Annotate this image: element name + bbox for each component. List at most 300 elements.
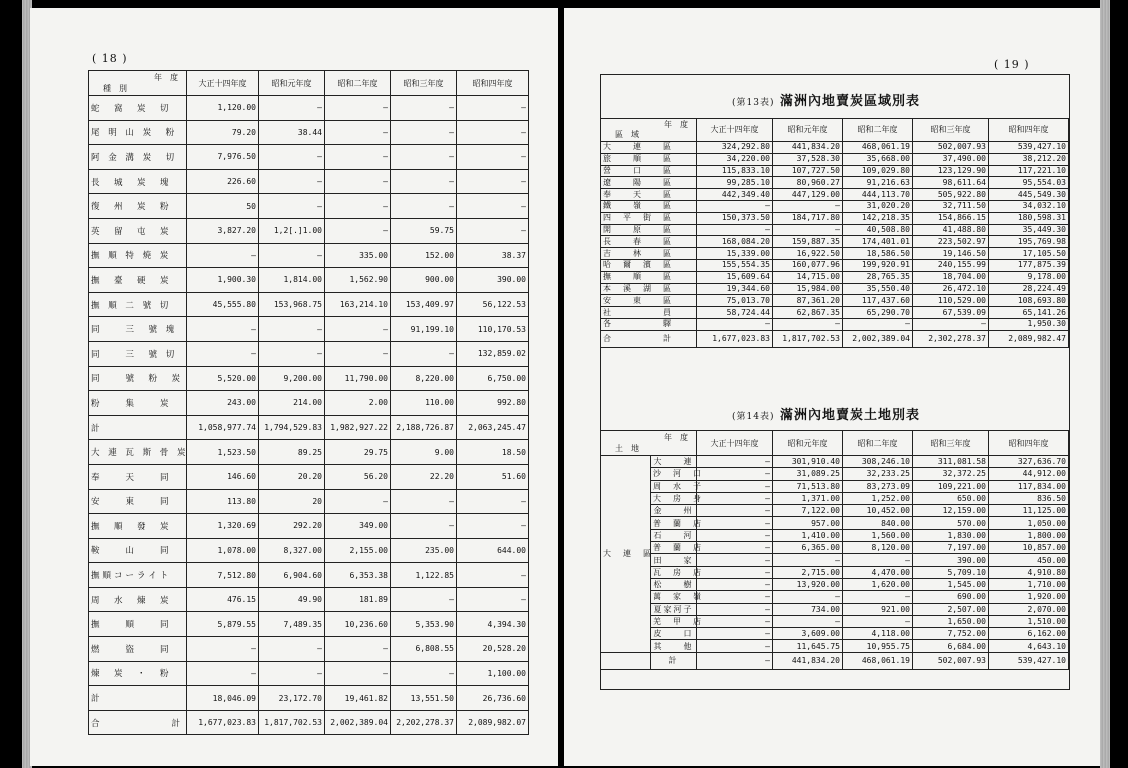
value-cell: 539,427.10 [989,142,1069,154]
row-label: 普 蘭 店 [651,517,697,529]
table-row [89,218,529,243]
value-cell: 153,968.75 [259,292,325,317]
value-cell: — [259,194,325,219]
value-cell: 44,912.00 [989,468,1069,480]
value-cell: 71,513.80 [773,480,843,492]
value-cell: 153,409.97 [391,292,457,317]
value-cell: 11,645.75 [773,640,843,652]
value-cell: 301,910.40 [773,456,843,468]
value-cell: — [391,96,457,121]
value-cell: 110.00 [391,391,457,416]
value-cell: 450.00 [989,554,1069,566]
table-row [601,591,1069,603]
value-cell: 75,013.70 [697,295,773,307]
value-cell: 1,078.00 [187,538,259,563]
value-cell: 199,920.91 [843,259,913,271]
row-label: 本 溪 湖 區 [601,283,697,295]
value-cell: 14,715.00 [773,271,843,283]
table-row [601,615,1069,627]
value-cell: — [325,489,391,514]
table-row [89,489,529,514]
value-cell: — [773,318,843,330]
value-cell: — [457,563,529,588]
value-cell: 49.90 [259,587,325,612]
value-cell: 1,800.00 [989,529,1069,541]
table-row [601,224,1069,236]
value-cell: 1,650.00 [913,615,989,627]
value-cell: 505,922.80 [913,189,989,201]
value-cell: 7,512.80 [187,563,259,588]
table-row [601,212,1069,224]
value-cell: — [259,661,325,686]
table-row [601,248,1069,260]
table-row [89,514,529,539]
table-row [601,153,1069,165]
row-label: 開 原 區 [601,224,697,236]
year-header: 昭和三年度 [391,71,457,96]
row-label: 萬 家 嶺 [651,591,697,603]
value-cell: — [259,96,325,121]
year-header: 昭和四年度 [457,71,529,96]
value-cell: 34,032.10 [989,200,1069,212]
value-cell: — [697,615,773,627]
value-cell: 7,752.00 [913,628,989,640]
value-cell: 441,834.20 [773,142,843,154]
value-cell: 117,437.60 [843,295,913,307]
value-cell: 445,549.30 [989,189,1069,201]
empty-cell [601,652,651,669]
value-cell: 468,061.19 [843,142,913,154]
value-cell: 840.00 [843,517,913,529]
row-label: 瓦 房 店 [651,566,697,578]
value-cell: — [187,637,259,662]
table-row [601,330,1069,347]
value-cell: 160,077.96 [773,259,843,271]
value-cell: 19,146.50 [913,248,989,260]
value-cell: 34,220.00 [697,153,773,165]
table-row [89,563,529,588]
table-row [89,120,529,145]
value-cell: 38.44 [259,120,325,145]
table-row [601,542,1069,554]
row-label: 哈 爾 濱 區 [601,259,697,271]
value-cell: 115,833.10 [697,165,773,177]
table14-title [732,404,920,423]
table-row [601,283,1069,295]
value-cell: — [697,603,773,615]
value-cell: 107,727.50 [773,165,843,177]
value-cell: 18,704.00 [913,271,989,283]
corner-bottom-label: 區 域 [615,130,639,139]
value-cell: 113.80 [187,489,259,514]
value-cell: 29.75 [325,440,391,465]
value-cell: — [391,169,457,194]
table-row [89,243,529,268]
value-cell: 6,162.00 [989,628,1069,640]
value-cell: 5,879.55 [187,612,259,637]
left-page [30,8,558,766]
row-label: 計 [89,686,187,711]
value-cell: 58,724.44 [697,307,773,319]
table-row [89,366,529,391]
value-cell: — [697,628,773,640]
value-cell: 117,834.00 [989,480,1069,492]
value-cell: — [697,542,773,554]
value-cell: 650.00 [913,492,989,504]
value-cell: 1,920.00 [989,591,1069,603]
value-cell: 2,715.00 [773,566,843,578]
row-label: 羌 甲 店 [651,615,697,627]
value-cell: 1,2[.]1.00 [259,218,325,243]
value-cell: — [325,194,391,219]
row-label: 鞍 山 同 [89,538,187,563]
value-cell: 1,545.00 [913,578,989,590]
corner-top-label: 年 度 [664,433,688,442]
value-cell: 132,859.02 [457,341,529,366]
value-cell: 56.20 [325,464,391,489]
table-row [89,661,529,686]
value-cell: 19,461.82 [325,686,391,711]
row-label: 同 三 號 切 [89,341,187,366]
value-cell: — [457,145,529,170]
value-cell: — [325,96,391,121]
row-label: 阿 金 溝 炭 切 [89,145,187,170]
table-row [601,628,1069,640]
table13-number: (第13表) [732,98,775,108]
table-row [89,96,529,121]
table-row [89,637,529,662]
value-cell: 31,089.25 [773,468,843,480]
table-row [601,142,1069,154]
table-row [601,468,1069,480]
value-cell: 155,554.35 [697,259,773,271]
value-cell: 20.20 [259,464,325,489]
value-cell: 390.00 [457,268,529,293]
value-cell: 19,344.60 [697,283,773,295]
value-cell: 56,122.53 [457,292,529,317]
value-cell: — [773,200,843,212]
value-cell: 163,214.10 [325,292,391,317]
value-cell: 644.00 [457,538,529,563]
value-cell: — [325,341,391,366]
table-row [89,464,529,489]
value-cell: 6,750.00 [457,366,529,391]
value-cell: — [697,468,773,480]
value-cell: 1,100.00 [457,661,529,686]
value-cell: — [843,318,913,330]
value-cell: — [697,652,773,669]
value-cell: — [187,243,259,268]
value-cell: 28,765.35 [843,271,913,283]
row-label: 復 州 炭 粉 [89,194,187,219]
value-cell: 108,693.80 [989,295,1069,307]
value-cell: 8,120.00 [843,542,913,554]
right-page [564,8,1102,766]
value-cell: 1,900.30 [187,268,259,293]
value-cell: — [259,341,325,366]
table-row [601,177,1069,189]
year-header: 昭和元年度 [773,431,843,456]
region-sales-table [600,118,1069,348]
value-cell: — [457,194,529,219]
value-cell: 89.25 [259,440,325,465]
value-cell: — [187,341,259,366]
value-cell: 2,070.00 [989,603,1069,615]
table-row [89,415,529,440]
value-cell: 9,200.00 [259,366,325,391]
value-cell: — [913,318,989,330]
value-cell: 2,202,278.37 [391,710,457,735]
value-cell: 168,084.20 [697,236,773,248]
value-cell: 1,510.00 [989,615,1069,627]
row-label: 夏家河子 [651,603,697,615]
value-cell: 50 [187,194,259,219]
value-cell: 335.00 [325,243,391,268]
row-label: 同 號 粉 炭 [89,366,187,391]
value-cell: 1,830.00 [913,529,989,541]
value-cell: 10,857.00 [989,542,1069,554]
value-cell: 45,555.80 [187,292,259,317]
value-cell: 1,620.00 [843,578,913,590]
corner-bottom-label: 種 別 [103,84,127,93]
table-row [601,554,1069,566]
value-cell: 123,129.90 [913,165,989,177]
table-row [601,603,1069,615]
value-cell: 32,233.25 [843,468,913,480]
value-cell: — [697,554,773,566]
table-row [89,391,529,416]
value-cell: 4,643.10 [989,640,1069,652]
row-label: 奉 天 區 [601,189,697,201]
value-cell: 20 [259,489,325,514]
row-label: 撫順コーライト [89,563,187,588]
value-cell: 16,922.50 [773,248,843,260]
value-cell: 98,611.64 [913,177,989,189]
table-row [601,517,1069,529]
year-header: 大正十四年度 [697,119,773,142]
value-cell: — [843,615,913,627]
value-cell: 4,118.00 [843,628,913,640]
table-row [89,292,529,317]
value-cell: 18.50 [457,440,529,465]
value-cell: 152.00 [391,243,457,268]
value-cell: — [391,341,457,366]
corner-bottom-label: 土 地 [615,444,639,453]
value-cell: 444,113.70 [843,189,913,201]
value-cell: — [697,492,773,504]
value-cell: 1,252.00 [843,492,913,504]
value-cell: — [259,169,325,194]
row-label: 撫 臺 硬 炭 [89,268,187,293]
value-cell: 142,218.35 [843,212,913,224]
year-header: 昭和三年度 [913,119,989,142]
value-cell: 900.00 [391,268,457,293]
corner-top-label: 年 度 [664,120,688,129]
table-row [601,318,1069,330]
value-cell: — [697,200,773,212]
value-cell: — [457,96,529,121]
row-label: 普 蘭 店 [651,542,697,554]
table-row [89,194,529,219]
row-label: 皮 口 [651,628,697,640]
value-cell: — [697,505,773,517]
value-cell: 18,586.50 [843,248,913,260]
row-label: 英 留 屯 炭 [89,218,187,243]
value-cell: 12,159.00 [913,505,989,517]
table-row [601,529,1069,541]
row-label: 遼 陽 區 [601,177,697,189]
value-cell: 31,020.20 [843,200,913,212]
value-cell: 174,401.01 [843,236,913,248]
value-cell: 117,221.10 [989,165,1069,177]
table-row [601,492,1069,504]
value-cell: 18,046.09 [187,686,259,711]
value-cell: 8,327.00 [259,538,325,563]
value-cell: 476.15 [187,587,259,612]
row-label: 金 州 [651,505,697,517]
row-label: 鐵 嶺 區 [601,200,697,212]
row-label: 計 [89,415,187,440]
value-cell: 539,427.10 [989,652,1069,669]
value-cell: 9,178.00 [989,271,1069,283]
value-cell: 240,155.99 [913,259,989,271]
value-cell: — [325,120,391,145]
value-cell: 2,002,389.04 [325,710,391,735]
value-cell: 447,129.00 [773,189,843,201]
value-cell: — [457,489,529,514]
value-cell: 308,246.10 [843,456,913,468]
header-corner [89,71,187,96]
value-cell: 59.75 [391,218,457,243]
table-row [601,200,1069,212]
value-cell: 79.20 [187,120,259,145]
value-cell: 26,472.10 [913,283,989,295]
value-cell: 5,709.10 [913,566,989,578]
table13-title-text: 滿洲內地賣炭區域別表 [780,94,921,109]
value-cell: 292.20 [259,514,325,539]
value-cell: 17,105.50 [989,248,1069,260]
value-cell: — [843,591,913,603]
value-cell: 11,125.00 [989,505,1069,517]
right-page-edge [1100,0,1110,768]
locality-sales-table [600,430,1069,670]
value-cell: 110,529.00 [913,295,989,307]
value-cell: 1,794,529.83 [259,415,325,440]
row-label: 撫 順 同 [89,612,187,637]
value-cell: 957.00 [773,517,843,529]
value-cell: — [457,120,529,145]
row-label: 大 連 [651,456,697,468]
coal-type-table [88,70,529,735]
value-cell: 15,609.64 [697,271,773,283]
year-header: 昭和二年度 [325,71,391,96]
table-row [89,612,529,637]
row-label: 吉 林 區 [601,248,697,260]
value-cell: — [391,194,457,219]
row-label: 蛇 窩 炭 切 [89,96,187,121]
row-label: 撫 順 發 炭 [89,514,187,539]
value-cell: 10,452.00 [843,505,913,517]
value-cell: — [697,529,773,541]
value-cell: — [187,317,259,342]
value-cell: 109,221.00 [913,480,989,492]
value-cell: 468,061.19 [843,652,913,669]
value-cell: — [391,120,457,145]
table14-number: (第14表) [732,412,775,422]
table-row [601,456,1069,468]
table-row [89,440,529,465]
value-cell: 37,490.00 [913,153,989,165]
value-cell: 83,273.09 [843,480,913,492]
table-row [89,710,529,735]
value-cell: 15,984.00 [773,283,843,295]
value-cell: 243.00 [187,391,259,416]
value-cell: 7,197.00 [913,542,989,554]
row-label: 撫 順 區 [601,271,697,283]
value-cell: 150,373.50 [697,212,773,224]
value-cell: 23,172.70 [259,686,325,711]
value-cell: — [773,554,843,566]
value-cell: — [259,637,325,662]
value-cell: 1,523.50 [187,440,259,465]
value-cell: 1,562.90 [325,268,391,293]
row-label: 松 樹 [651,578,697,590]
value-cell: 502,007.93 [913,652,989,669]
table-row [601,307,1069,319]
page-number: ( 18 ) [92,52,128,65]
page-number: ( 19 ) [994,58,1030,71]
table-row [89,341,529,366]
row-label: 大 房 身 [651,492,697,504]
value-cell: 91,216.63 [843,177,913,189]
value-cell: — [697,318,773,330]
value-cell: 37,528.30 [773,153,843,165]
value-cell: 7,122.00 [773,505,843,517]
value-cell: 8,220.00 [391,366,457,391]
row-label: 石 河 [651,529,697,541]
value-cell: 327,636.70 [989,456,1069,468]
year-header: 昭和四年度 [989,431,1069,456]
value-cell: 146.60 [187,464,259,489]
value-cell: — [697,456,773,468]
row-label: 沙 河 口 [651,468,697,480]
value-cell: 1,122.85 [391,563,457,588]
value-cell: 41,488.80 [913,224,989,236]
value-cell: 1,410.00 [773,529,843,541]
value-cell: 65,141.26 [989,307,1069,319]
value-cell: 184,717.80 [773,212,843,224]
row-label: 旅 順 區 [601,153,697,165]
table-row [89,538,529,563]
value-cell: 1,817,702.53 [773,330,843,347]
value-cell: — [259,145,325,170]
table-row [89,268,529,293]
value-cell: 7,489.35 [259,612,325,637]
value-cell: 13,920.00 [773,578,843,590]
row-label: 尾 明 山 炭 粉 [89,120,187,145]
value-cell: — [325,661,391,686]
value-cell: 1,677,023.83 [187,710,259,735]
value-cell: 159,887.35 [773,236,843,248]
value-cell: — [391,514,457,539]
value-cell: — [697,566,773,578]
value-cell: 38,212.20 [989,153,1069,165]
table-row [601,505,1069,517]
value-cell: — [697,224,773,236]
value-cell: — [187,661,259,686]
value-cell: 13,551.50 [391,686,457,711]
value-cell: 20,528.20 [457,637,529,662]
